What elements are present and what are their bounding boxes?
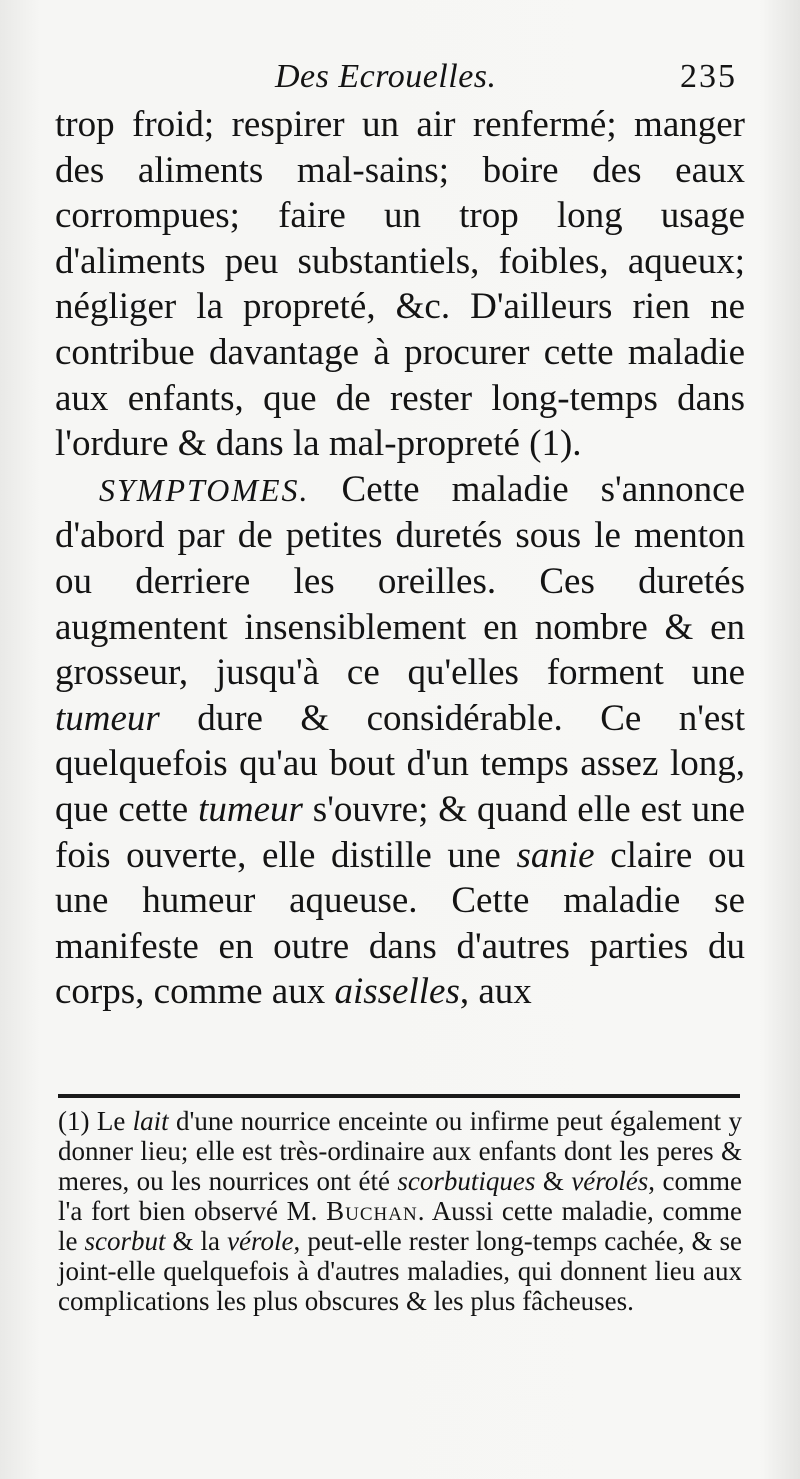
footnote-rule: [58, 1094, 740, 1098]
main-text: [55, 102, 745, 1015]
text-run: (1) Le: [58, 1106, 133, 1136]
italic-term: scorbut: [84, 1226, 166, 1256]
page-header: [0, 58, 800, 102]
footnote-text: [58, 1106, 742, 1316]
text-run: d'une nourrice enceinte ou infirme peut également y donner lieu; elle est très-ordinaire aux enfants dont les peres & meres, ou les nourrices ont été: [58, 1106, 742, 1196]
page-number: 235: [680, 58, 737, 95]
text-run: , aux: [459, 971, 532, 1013]
running-title: Des Ecrouelles.: [275, 58, 497, 95]
italic-term: tumeur: [198, 788, 303, 830]
text-run: . Aussi cette maladie, comme le: [58, 1196, 742, 1256]
italic-term: lait: [132, 1106, 169, 1136]
section-heading-symptomes: SYMPTOMES.: [99, 471, 310, 508]
text-run: Cette maladie s'annonce d'abord par de petites duretés sous le menton ou derriere les oreilles. Ces duretés augmentent insensiblement en nombre & en grosseur, jusqu'à ce qu'elles forment une: [55, 468, 745, 694]
text-run: claire ou une humeur aqueuse. Cette maladie se manifeste en outre dans d'autres parties du corps, comme aux: [55, 834, 745, 1013]
text-run: dure & considérable. Ce n'est quelquefois qu'au bout d'un temps assez long, que cette: [55, 697, 745, 830]
italic-term: aisselles: [334, 971, 460, 1013]
footnote: [58, 1106, 742, 1316]
text-run: &: [535, 1166, 572, 1196]
text-run: , peut-elle rester long-temps cachée, & se joint-elle quelquefois à d'autres maladies, qui donnent lieu aux complications les plus obscures & les plus fâcheuses.: [58, 1226, 742, 1316]
italic-term: sanie: [516, 834, 595, 876]
author-name: Buchan: [326, 1196, 418, 1226]
italic-term: tumeur: [55, 697, 160, 739]
italic-term: scorbutiques: [397, 1166, 536, 1196]
text-run: & la: [165, 1226, 228, 1256]
text-run: s'ouvre; & quand elle est une fois ouverte, elle distille une: [55, 788, 746, 876]
italic-term: vérolés: [571, 1166, 649, 1196]
text-run: , comme l'a fort bien observé M.: [58, 1166, 742, 1226]
paragraph-causes: trop froid; respirer un air renfermé; manger des aliments mal-sains; boire des eaux corrompues; faire un trop long usage d'aliments peu substantiels, foibles, aqueux; négliger la propreté, &c. D'ailleurs rien ne contribue davantage à procurer cette maladie aux enfants, que de rester long-temps dans l'ordure & dans la mal-propreté (1).: [55, 104, 745, 465]
paragraph-symptoms: [55, 467, 745, 1015]
italic-term: vérole: [227, 1226, 294, 1256]
